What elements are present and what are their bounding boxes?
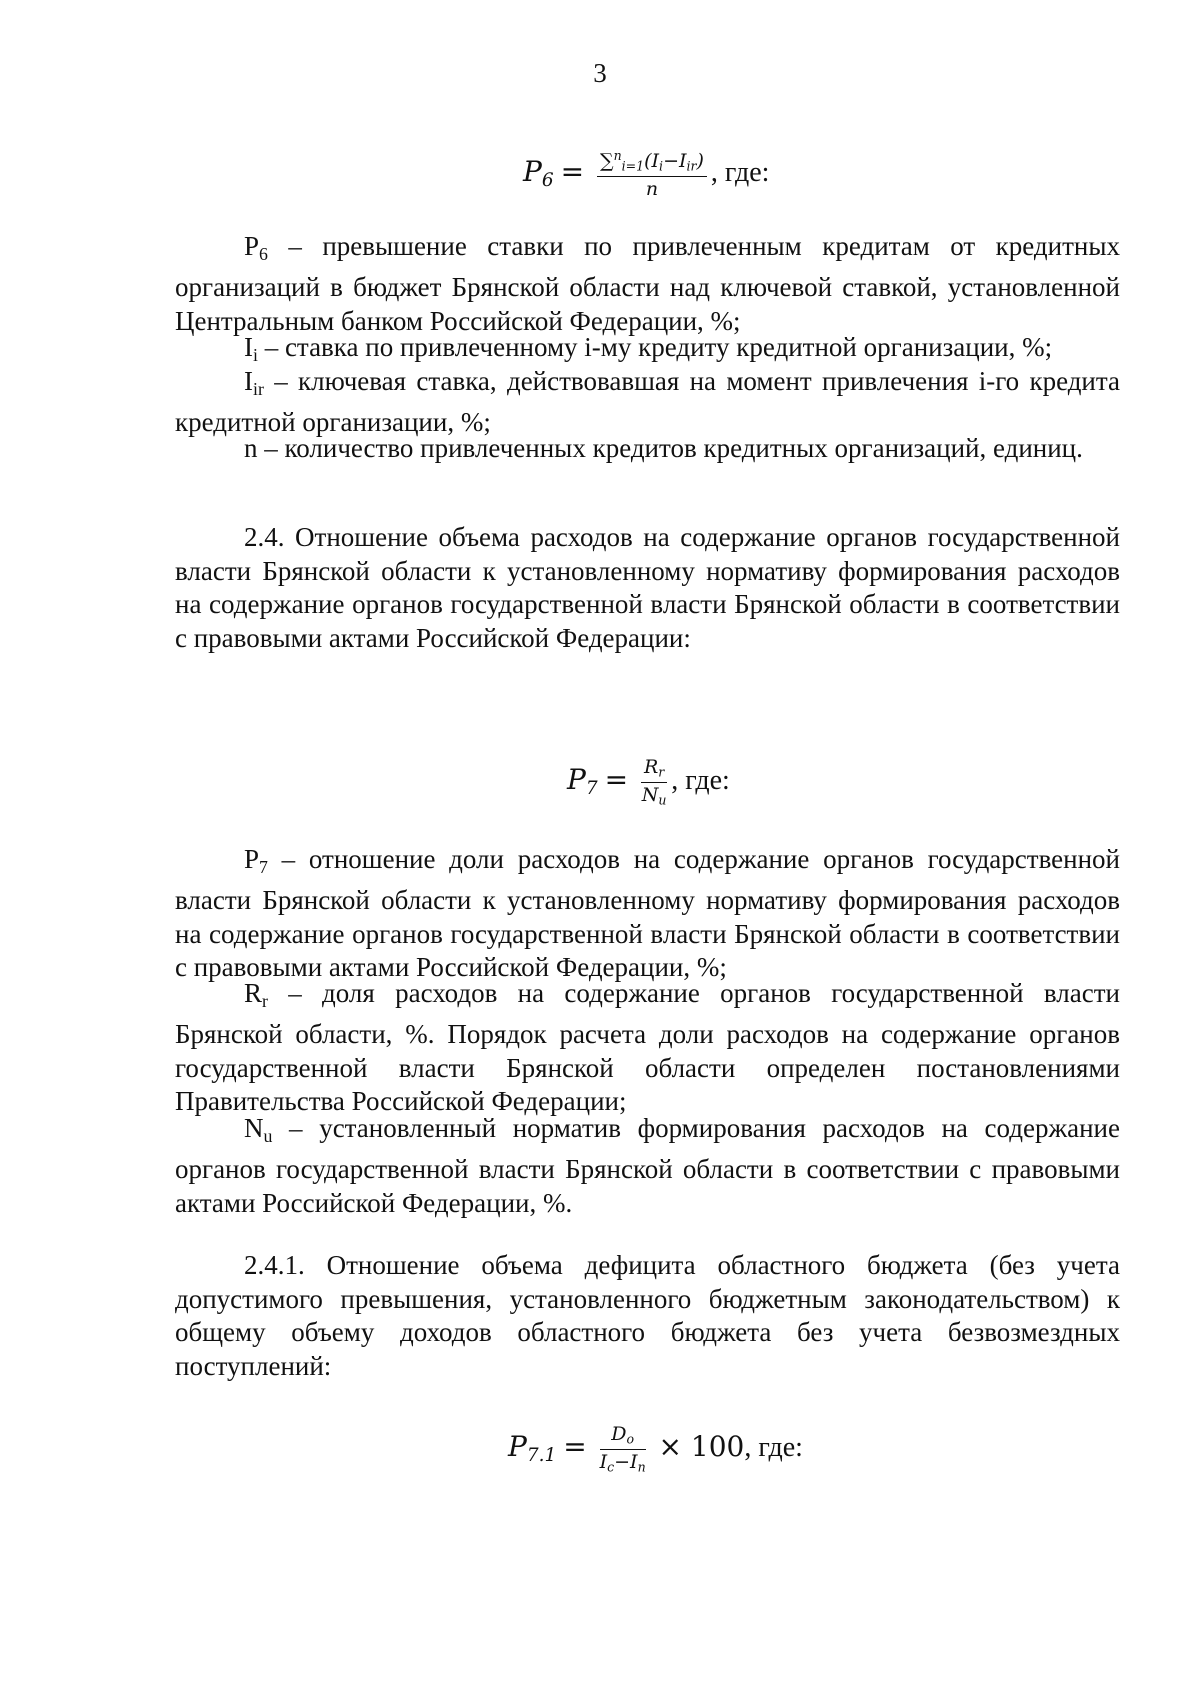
definition-rr: $R_r$ – доля расходов на содержание органов государственной власти Брянской области, %. Порядок расчета доли расходов на содержание органов государственной власти Брянской области определен постановлениями Правительства Российской Федерации; — [175, 978, 1120, 1117]
formula-p7-1-lhs: $P_{7.1}$ — [508, 1429, 557, 1467]
formula-p6: $P_6$ = $\frac{\sum^n_{i=1}(I_i-I_{ir})}{n}$ , где: — [523, 148, 770, 200]
formula-p7-lhs: $P_7$ — [567, 762, 598, 800]
section-2-4-1: 2.4.1. Отношение объема дефицита областного бюджета (без учета допустимого превышения, установленного бюджетным законодательством) к общему объему доходов областного бюджета без учета безвозмездных поступлений: — [175, 1250, 1120, 1381]
formula-p6-fraction: $\frac{\sum^n_{i=1}(I_i-I_{ir})}{n}$ — [597, 150, 707, 199]
definition-p7: $P_7$ – отношение доли расходов на содержание органов государственной власти Брянской области к установленному нормативу формирования расходов на содержание органов государственной власти Брянской области в соответствии с правовыми актами Российской Федерации, %; — [175, 844, 1120, 983]
formula-p7-1: $P_{7.1}$ = $\frac{D_o}{I_c-I_n}$ × 100, где: — [508, 1423, 803, 1475]
section-2-4: 2.4. Отношение объема расходов на содержание органов государственной власти Брянской области к установленному нормативу формирования расходов на содержание органов государственной власти Брянской области в соответствии с правовыми актами Российской Федерации: — [175, 522, 1120, 653]
formula-p7-1-multiplier: × 100 — [649, 1429, 745, 1463]
definition-n: n – количество привлеченных кредитов кредитных организаций, единиц. — [244, 433, 1083, 463]
formula-p7-suffix: , где: — [671, 764, 730, 796]
formula-p7-1-suffix: , где: — [744, 1431, 803, 1463]
formula-p7-fraction: $\frac{R_r}{N_u}$ — [641, 756, 667, 808]
definition-ii: $I_i$ – ставка по привлеченному i-му кредиту кредитной организации, %; — [244, 332, 1053, 365]
definition-p6: $P_6$ – превышение ставки по привлеченным кредитам от кредитных организаций в бюджет Брянской области над ключевой ставкой, установленной Центральным банком Российской Федерации, %; — [175, 231, 1120, 336]
formula-p6-lhs: $P_6$ — [523, 154, 554, 192]
definition-nu: $N_u$ – установленный норматив формирования расходов на содержание органов государственной власти Брянской области в соответствии с правовыми актами Российской Федерации, %. — [175, 1113, 1120, 1218]
definition-iir: $I_{ir}$ – ключевая ставка, действовавшая на момент привлечения i-го кредита кредитной организации, %; — [175, 366, 1120, 438]
formula-p7: $P_7$ = $\frac{R_r}{N_u}$ , где: — [567, 756, 730, 808]
page-number: 3 — [593, 58, 607, 88]
formula-p6-suffix: , где: — [710, 156, 770, 188]
formula-p7-1-fraction: $\frac{D_o}{I_c-I_n}$ — [599, 1423, 646, 1475]
